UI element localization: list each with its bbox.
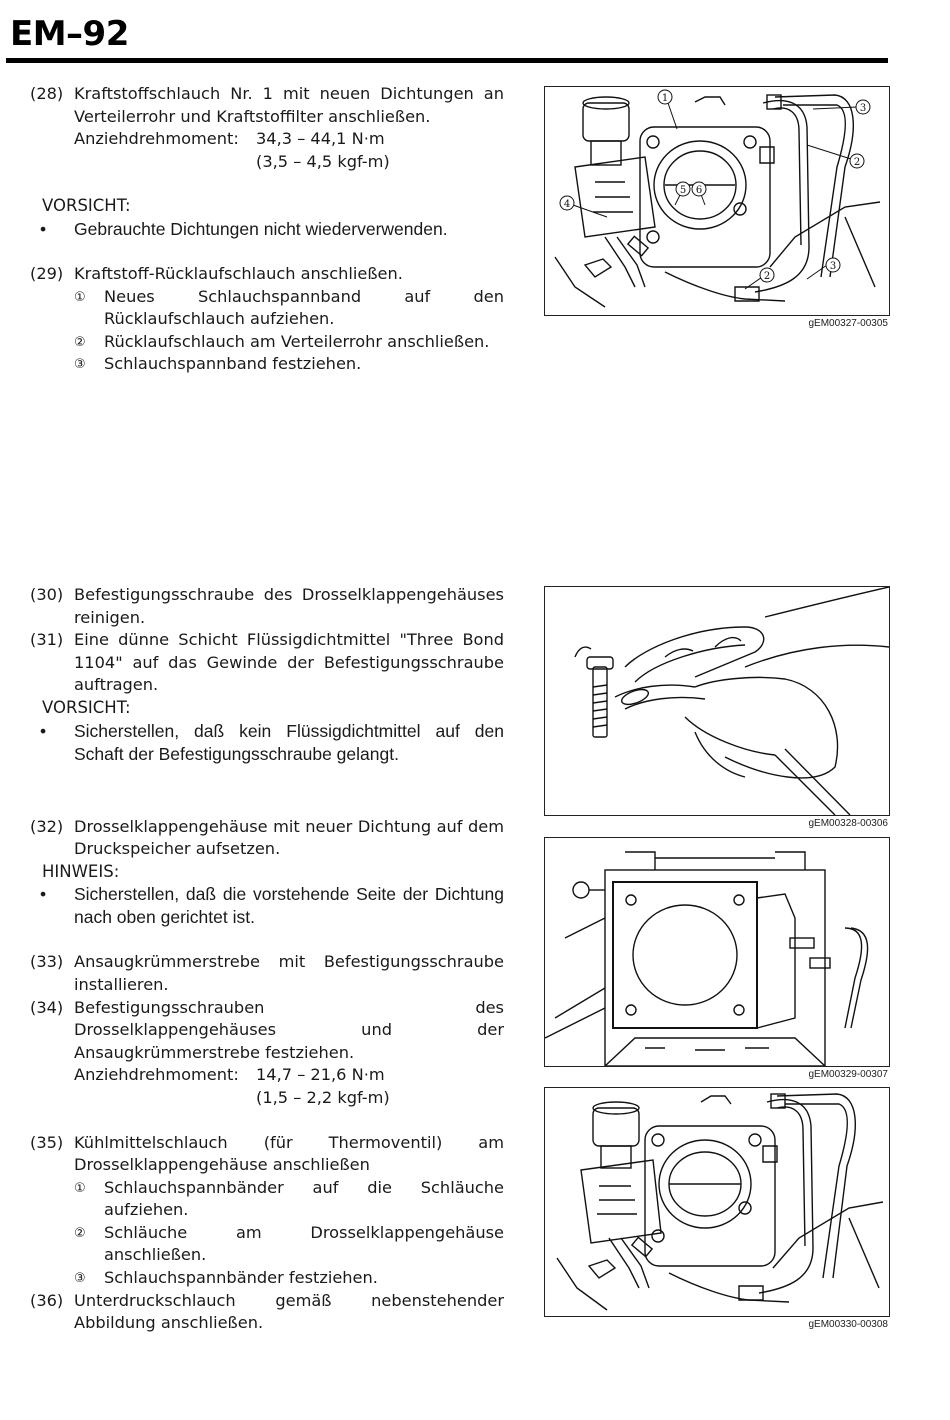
substep-3 — [30, 1267, 504, 1290]
substep-2 — [30, 331, 504, 354]
substep-3 — [30, 353, 504, 376]
note-text: Sicherstellen, daß die vorstehende Seite der Dichtung nach oben gerichtet ist. — [74, 884, 504, 928]
torque-value: 34,3 – 44,1 N·m — [256, 129, 385, 149]
illustration-hand-bolt — [545, 587, 889, 815]
step-34 — [30, 997, 504, 1065]
figure-throttle-body-installed — [544, 1087, 890, 1317]
callout-2 — [850, 154, 864, 168]
page-title: EM–92 — [10, 14, 129, 54]
caution-item — [30, 720, 504, 766]
step-29 — [30, 263, 504, 286]
substep-number: ① — [74, 289, 86, 305]
step-text: Kraftstoffschlauch Nr. 1 mit neuen Dichtungen an Verteilerrohr und Kraftstoffilter anschließen. — [74, 84, 504, 126]
callout-2 — [760, 268, 774, 282]
figure-bolt-sealant — [544, 586, 890, 816]
step-number: (33) — [30, 952, 64, 972]
step-36 — [30, 1290, 504, 1335]
spacer — [30, 241, 504, 263]
svg-text:6: 6 — [695, 185, 703, 196]
substep-number: ③ — [74, 1271, 86, 1287]
callout-4 — [560, 196, 574, 210]
svg-text:2: 2 — [763, 271, 771, 282]
figure-caption: gEM00330-00308 — [808, 1319, 888, 1330]
figure-caption: gEM00328-00306 — [808, 818, 888, 829]
svg-text:3: 3 — [829, 261, 837, 272]
substep-text: Schlauchspannband festziehen. — [104, 354, 362, 374]
substep-number: ③ — [74, 357, 86, 373]
svg-text:5: 5 — [679, 185, 687, 196]
step-number: (32) — [30, 816, 64, 836]
torque-label: Anziehdrehmoment: — [74, 129, 239, 149]
step-30 — [30, 584, 504, 629]
step-number: (36) — [30, 1290, 64, 1310]
torque-value: 14,7 – 21,6 N·m — [256, 1065, 385, 1085]
step-28 — [30, 83, 504, 128]
step-text: Kühlmittelschlauch (für Thermoventil) am Drosselklappengehäuse anschließen — [74, 1132, 504, 1175]
header-divider — [6, 58, 888, 63]
step-32 — [30, 816, 504, 861]
step-text: Kraftstoff-Rücklaufschlauch anschließen. — [74, 263, 403, 283]
step-text: Unterdruckschlauch gemäß nebenstehender Abbildung anschließen. — [74, 1290, 504, 1333]
substep-number: ② — [74, 1225, 86, 1241]
instruction-block-2 — [30, 584, 504, 1335]
substep-number: ② — [74, 334, 86, 350]
note-item — [30, 883, 504, 929]
caution-text: Sicherstellen, daß kein Flüssigdichtmittel auf den Schaft der Befestigungsschraube gelangt. — [74, 720, 504, 764]
caution-heading: VORSICHT: — [42, 697, 131, 717]
step-33 — [30, 951, 504, 996]
step-text: Befestigungsschrauben des Drosselklappengehäuses und der Ansaugkrümmerstrebe festziehen. — [74, 997, 504, 1062]
substep-number: ① — [74, 1180, 86, 1196]
callout-3 — [826, 258, 840, 272]
caution-heading: VORSICHT: — [42, 196, 131, 216]
figure-caption: gEM00329-00307 — [808, 1069, 888, 1080]
step-number: (34) — [30, 997, 64, 1017]
substep-1 — [30, 286, 504, 331]
substep-text: Neues Schlauchspannband auf den Rücklaufschlauch aufziehen. — [104, 286, 504, 329]
svg-text:1: 1 — [661, 93, 669, 104]
bullet-symbol: • — [40, 218, 47, 239]
callout-3 — [856, 100, 870, 114]
substep-text: Schlauchspannbänder auf die Schläuche aufziehen. — [104, 1177, 504, 1220]
spacer — [30, 173, 504, 195]
callout-6 — [692, 182, 706, 196]
spacer — [30, 766, 504, 816]
step-35 — [30, 1132, 504, 1177]
torque-spec — [30, 1064, 504, 1087]
figure-caption: gEM00327-00305 — [808, 318, 888, 329]
step-text: Ansaugkrümmerstrebe mit Befestigungsschraube installieren. — [74, 952, 504, 994]
svg-text:2: 2 — [853, 157, 861, 168]
step-number: (28) — [30, 84, 64, 103]
step-number: (31) — [30, 630, 64, 650]
torque-value-kgf: (3,5 – 4,5 kgf-m) — [256, 151, 390, 171]
bullet-symbol: • — [40, 720, 47, 741]
illustration-engine-1 — [545, 87, 889, 315]
torque-label: Anziehdrehmoment: — [74, 1065, 239, 1085]
substep-2 — [30, 1222, 504, 1267]
step-31 — [30, 629, 504, 697]
figure-gasket — [544, 837, 890, 1067]
substep-1 — [30, 1177, 504, 1222]
callout-1 — [658, 90, 672, 104]
illustration-gasket — [545, 838, 889, 1066]
substep-text: Schlauchspannbänder festziehen. — [104, 1268, 378, 1288]
torque-value-kgf: (1,5 – 2,2 kgf-m) — [256, 1087, 390, 1107]
spacer — [30, 929, 504, 951]
step-number: (29) — [30, 263, 64, 283]
spacer — [30, 1110, 504, 1132]
svg-text:3: 3 — [859, 103, 867, 114]
svg-text:4: 4 — [563, 199, 571, 210]
step-text: Eine dünne Schicht Flüssigdichtmittel "Three Bond 1104" auf das Gewinde der Befestigungsschraube auftragen. — [74, 630, 504, 695]
step-number: (35) — [30, 1132, 64, 1152]
note-heading: HINWEIS: — [42, 861, 120, 881]
step-text: Drosselklappengehäuse mit neuer Dichtung auf dem Druckspeicher aufsetzen. — [74, 816, 504, 859]
callout-5 — [676, 182, 690, 196]
substep-text: Rücklaufschlauch am Verteilerrohr anschließen. — [104, 331, 490, 351]
torque-spec — [30, 128, 504, 151]
illustration-engine-2 — [545, 1088, 889, 1316]
instruction-block-1 — [30, 83, 504, 376]
figure-throttle-body-hoses — [544, 86, 890, 316]
bullet-symbol: • — [40, 884, 47, 905]
step-number: (30) — [30, 585, 64, 604]
step-text: Befestigungsschraube des Drosselklappengehäuses reinigen. — [74, 585, 504, 627]
caution-text: Gebrauchte Dichtungen nicht wiederverwenden. — [74, 218, 448, 239]
caution-item — [30, 218, 504, 241]
substep-text: Schläuche am Drosselklappengehäuse anschließen. — [104, 1222, 504, 1265]
